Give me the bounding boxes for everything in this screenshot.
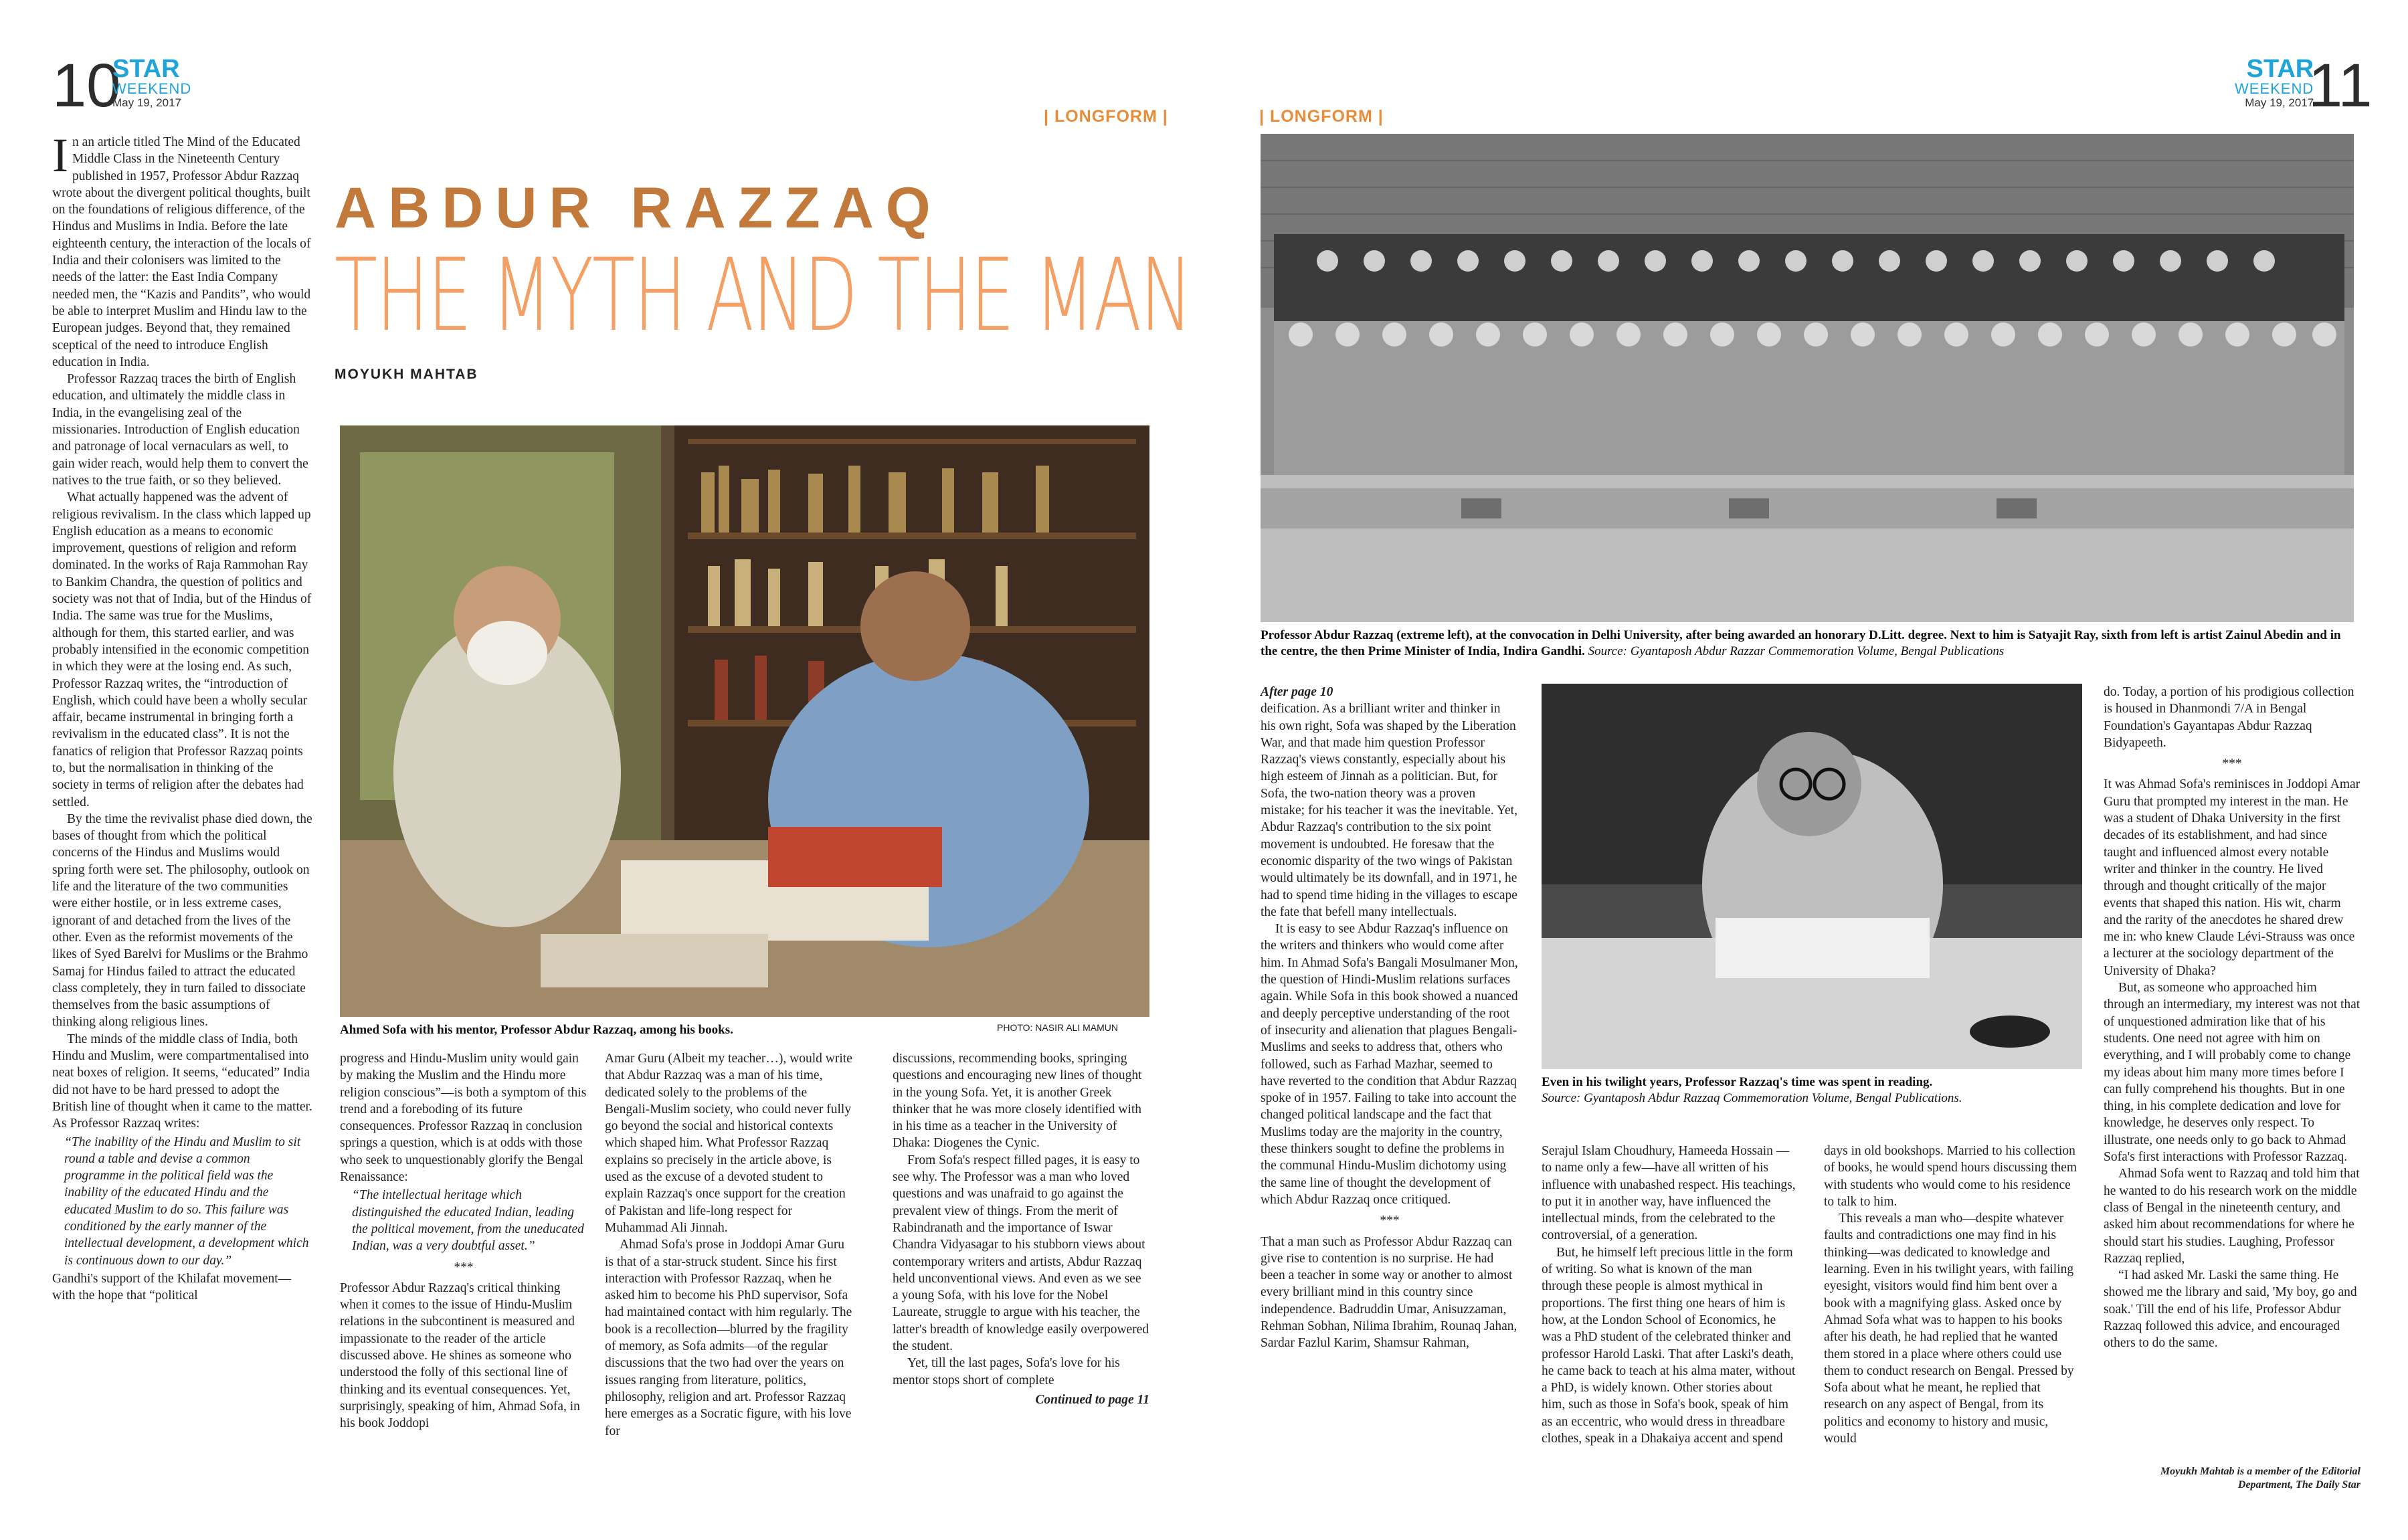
- section-break: ***: [454, 1260, 474, 1274]
- text-column-8: [2104, 684, 2360, 1352]
- photo2-caption-text: Professor Abdur Razzaq (extreme left), at the convocation in Delhi University, after being awarded an honorary D.Litt. degree. Next to him is Satyajit Ray, sixth from left is artist Zainul Abedin and in the centre, the then Prime Minister of India, Indira Gandhi.: [1261, 628, 2341, 658]
- paragraph: From Sofa's respect filled pages, it is easy to see why. The Professor was a man who loved questions and was unafraid to go against the prevalent view of things. From the merit of Rabindranath and the importance of Iswar Chandra Vidyasagar to his stubborn views about contemporary writers and artists, Abdur Razzaq held unconventional views. And even as we see a young Sofa, with his love for the Nobel Laureate, struggle to argue with his teacher, the latter's breadth of knowledge easily overpowered the student.: [893, 1153, 1149, 1354]
- paragraph: Professor Abdur Razzaq's critical thinking when it comes to the issue of Hindu-Muslim relations in the subcontinent is measured and impassionate to the reader of the article discussed above. He shines as someone who understood the folly of this sectional line of thinking and its eventual consequences. Yet, surprisingly, speaking of him, Ahmad Sofa, in his book Joddopi: [340, 1280, 580, 1431]
- paragraph: Yet, till the last pages, Sofa's love for his mentor stops short of complete: [893, 1356, 1120, 1387]
- paragraph: Ahmad Sofa's prose in Joddopi Amar Guru is that of a star-struck student. Since his first interaction with Professor Razzaq, when he asked him to become his PhD supervisor, Sofa had maintained contact with him regularly. The book is a recollection—blurred by the fragility of memory, as Sofa admits—of the regular discussions that the two had over the years on issues ranging from literature, politics, philosophy, religion and art. Professor Razzaq here emerges as a Socratic figure, with his love for: [605, 1238, 852, 1438]
- section-break: ***: [2222, 757, 2242, 771]
- photo1-credit: PHOTO: NASIR ALI MAMUN: [997, 1022, 1118, 1033]
- section-tag-left: | LONGFORM |: [1044, 107, 1168, 126]
- paragraph: By the time the revivalist phase died down, the bases of thought from which the political concerns of the Hindus and Muslims would spring forth were set. The philosophy, outlook on life and the literature of the two communities were either hostile, or in less extreme cases, ignorant of and detached from the lives of the other. Even as the reformist movements of the likes of Syed Barelvi for Muslims or the Brahmo Samaj for Hindus failed to attract the educated class completely, they in turn failed to dissociate themselves from the basic assumptions of thinking along religious lines.: [52, 811, 312, 1030]
- pull-quote: “The intellectual heritage which distinguished the educated Indian, leading the political movement, from the uneducated Indian, was a very doubtful asset.”: [352, 1188, 584, 1254]
- article-headline: THE MYTH AND THE MAN: [335, 237, 1192, 354]
- section-break: ***: [1380, 1214, 1400, 1228]
- photo1-caption: Ahmed Sofa with his mentor, Professor Abdur Razzaq, among his books.: [340, 1023, 733, 1037]
- byline: MOYUKH MAHTAB: [335, 367, 478, 382]
- brand-logo: STAR: [112, 55, 180, 83]
- photo-convocation-group: [1261, 134, 2354, 622]
- photo2-caption: [1261, 628, 2354, 660]
- photo-razzaq-reading: [1542, 684, 2082, 1069]
- page-number-right: 11: [2308, 52, 2373, 120]
- brand-sub: WEEKEND: [112, 80, 192, 97]
- paragraph: In an article titled The Mind of the Educated Middle Class in the Nineteenth Century published in 1957, Professor Abdur Razzaq wrote about the divergent political thoughts, built on the foundations of religious difference, of the Hindus and Muslims in India. Before the late eighteenth century, the interaction of the locals of India and their colonisers was limited to the needs of the latter: the East India Company needed men, the “Kazis and Pandits”, who would be able to interpret Muslim and Hindu law to the European judges. Beyond that, they remained sceptical of the need to introduce English education in India.: [52, 128, 311, 369]
- paragraph: But, as someone who approached him through an intermediary, my interest was not that of unquestioned admiration like that of his students. One need not agree with him on everything, and I will probably come to change my ideas about him many more times before I can fully comprehend his thoughts. But in one thing, in his complete dedication and love for knowledge, he deserves only respect. To illustrate, one needs only to go back to Ahmad Sofa's first interactions with Professor Razzaq.: [2104, 981, 2360, 1165]
- paragraph: Ahmad Sofa went to Razzaq and told him that he wanted to do his research work on the middle class of Bengal in the nineteenth century, and asked him about recommendations for where he should start his studies. Laughing, Professor Razzaq replied,: [2104, 1167, 2360, 1266]
- text-column-6: [1542, 1143, 1796, 1447]
- photo3-caption-text: Even in his twilight years, Professor Razzaq's time was spent in reading.: [1542, 1075, 1933, 1089]
- text-column-1: [52, 128, 313, 1304]
- text-column-3: [605, 1050, 852, 1440]
- paragraph: progress and Hindu-Muslim unity would gain by making the Muslim and the Hindu more religion conscious”—is both a symptom of this trend and a foreboding of its future consequences. Professor Razzaq in conclusion springs a question, which is at odds with those who seek to unquestionably glorify the Bengal Renaissance:: [340, 1052, 587, 1185]
- photo3-caption: [1542, 1074, 2082, 1106]
- paragraph: It is easy to see Abdur Razzaq's influence on the writers and thinkers who would come after him. In Ahmad Sofa's Bangali Mosulmaner Mon, the question of Hindi-Muslim relations surfaces again. While Sofa in this book showed a nuanced and deeply perceptive understanding of the root of insecurity and alienation that plagues Bengali-Muslims and seeks to address that, others who followed, such as Farhad Mazhar, seemed to have reverted to the condition that Abdur Razzaq spoke of in 1957. Failing to take into account the changed political landscape and the fact that Muslims today are the majority in the country, these thinkers sought to define the problems in the communal Hindu-Muslim dichotomy using the same line of thought the development of which Abdur Razzaq once critiqued.: [1261, 922, 1518, 1207]
- brand-sub: WEEKEND: [2235, 80, 2314, 97]
- paragraph: This reveals a man who—despite whatever faults and contradictions one may find in his thinking—was dedicated to knowledge and learning. Even in his twilight years, with failing eyesight, visitors would find him bent over a book with a magnifying glass. Asked once by Ahmad Sofa what was to happen to his books after his death, he had replied that he wanted them stored in a place where others could use them to conduct research on Bengal. Pressed by Sofa about what he meant, he replied that research on any aspect of Bengal, from its politics and economy to history and music, would: [1824, 1212, 2074, 1446]
- brand-right: [2235, 56, 2314, 110]
- section-tag-right: | LONGFORM |: [1259, 107, 1384, 126]
- paragraph: The minds of the middle class of India, both Hindu and Muslim, were compartmentalised into neat boxes of religion. It seems, “educated” India did not have to be hard pressed to adopt the British line of thought when it came to the matter. As Professor Razzaq writes:: [52, 1032, 312, 1131]
- continued-note: Continued to page 11: [1035, 1392, 1149, 1407]
- paragraph: days in old bookshops. Married to his collection of books, he would spend hours discussing them with students who would come to his residence to talk to him.: [1824, 1144, 2077, 1209]
- author-note: Moyukh Mahtab is a member of the Editorial Department, The Daily Star: [2160, 1466, 2360, 1490]
- paragraph: Gandhi's support of the Khilafat movement—with the hope that “political: [52, 1271, 292, 1303]
- photo3-source: Source: Gyantaposh Abdur Razzaq Commemoration Volume, Bengal Publications.: [1542, 1091, 1962, 1105]
- page-number-left: 10: [52, 52, 121, 120]
- jump-line: After page 10: [1261, 685, 1333, 699]
- dateline: May 19, 2017: [112, 96, 182, 109]
- drop-cap: I: [52, 128, 68, 182]
- paragraph: discussions, recommending books, springing questions and encouraging new lines of thought in the young Sofa. Yet, it is another Greek thinker that he was more closely identified with in his time as a teacher in the University of Dhaka: Diogenes the Cynic.: [893, 1052, 1142, 1151]
- photo2-source: Source: Gyantaposh Abdur Razzar Commemoration Volume, Bengal Publications: [1588, 644, 2005, 658]
- paragraph: “I had asked Mr. Laski the same thing. He showed me the library and said, 'My boy, go and soak.' Till the end of his life, Professor Abdur Razzaq followed this advice, and encouraged others to do the same.: [2104, 1268, 2357, 1351]
- brand-left: [112, 56, 191, 110]
- paragraph: What actually happened was the advent of religious revivalism. In the class which lapped up English education as a means to economic improvement, questions of religion and reform dominated. In the works of Raja Rammohan Ray to Bankim Chandra, the question of politics and society was not that of India, but of the Hindus of India. The same was true for the Muslims, although for them, this started earlier, and was probably intensified in the economic competition in which they were at the losing end. As such, Professor Razzaq writes, the “introduction of English, which could have been a wholly secular affair, became instrumental in bringing forth a revivalism in the educated class”. It is not the fanatics of religion that Professor Razzaq points to, but the normalisation in thinking of the society in terms of religion after the debates had settled.: [52, 490, 312, 809]
- text-column-7: [1824, 1143, 2082, 1447]
- text-column-2: [340, 1050, 587, 1432]
- dateline: May 19, 2017: [2245, 96, 2314, 109]
- paragraph: Amar Guru (Albeit my teacher…), would write that Abdur Razzaq was a man of his time, dedicated solely to the problems of the Bengali-Muslim society, who could never fully go beyond the social and historical contexts which shaped him. What Professor Razzaq explains so precisely in the article above, is used as the excuse of a devoted student to explain Razzaq's once support for the creation of Pakistan and life-long respect for Muhammad Ali Jinnah.: [605, 1052, 852, 1235]
- paragraph: deification. As a brilliant writer and thinker in his own right, Sofa was shaped by the Liberation War, and that made him question Professor Razzaq's views constantly, especially about his high esteem of Jinnah as a politician. But, for Sofa, the two-nation theory was a proven mistake; for his teacher it was the inevitable. Yet, Abdur Razzaq's contribution to the six point movement is undoubted. He foresaw that the economic disparity of the two wings of Pakistan would ultimately be its downfall, and in 1971, he had to spend time hiding in the villages to escape the fate that befell many intellectuals.: [1261, 702, 1517, 919]
- photo-sofa-razzaq: [340, 425, 1149, 1017]
- text-column-4: [893, 1050, 1149, 1408]
- paragraph: That a man such as Professor Abdur Razzaq can give rise to contention is no surprise. He had been a teacher in some way or another to almost every brilliant mind in this country since independence. Badruddin Umar, Anisuzzaman, Rehman Sobhan, Nilima Ibrahim, Rounaq Jahan, Sardar Fazlul Karim, Shamsur Rahman,: [1261, 1234, 1517, 1351]
- paragraph: But, he himself left precious little in the form of writing. So what is known of the man through these people is almost mythical in proportions. The first thing one hears of him is how, at the London School of Economics, he was a PhD student of the celebrated thinker and professor Harold Laski. That after Laski's death, he came back to teach at his alma mater, without a PhD, is widely known. Other stories about him, such as those in Sofa's book, speak of him as an eccentric, who would dress in threadbare clothes, speak in a Dhakaiya accent and spend: [1542, 1245, 1796, 1446]
- text-column-5: [1261, 684, 1519, 1352]
- brand-logo: STAR: [2246, 55, 2314, 83]
- paragraph: do. Today, a portion of his prodigious collection is housed in Dhanmondi 7/A in Bengal Foundation's Gayantapas Abdur Razzaq Bidyapeeth.: [2104, 685, 2354, 750]
- article-kicker: ABDUR RAZZAQ: [335, 176, 943, 240]
- paragraph: It was Ahmad Sofa's reminisces in Joddopi Amar Guru that prompted my interest in the man. He was a student of Dhaka University in the first decades of its establishment, and had since taught and influenced almost every notable writer and thinker in the country. He lived through and thought critically of the major events that shaped this nation. His wit, charm and the rarity of the anecdotes he shared drew me in: who knew Claude Lévi-Strauss was once a lecturer at the sociology department of the University of Dhaka?: [2104, 777, 2360, 978]
- pull-quote: “The inability of the Hindu and Muslim to sit round a table and devise a common programme in the political field was the inability of the educated Hindu and the educated Muslim to do so. This failure was conditioned by the early manner of the intellectual development, a development which is continuous down to our day.”: [64, 1135, 309, 1268]
- paragraph: Serajul Islam Choudhury, Hameeda Hossain —to name only a few—have all written of his influence with unabashed respect. His teachings, to put it in another way, have influenced the intellectual minds, from the celebrated to the controversial, of a generation.: [1542, 1144, 1796, 1243]
- paragraph: Professor Razzaq traces the birth of English education, and ultimately the middle class in India, in the evangelising zeal of the missionaries. Introduction of English education and patronage of local vernaculars as well, to gain wider reach, would help them to convert the natives to the true faith, or so they believed.: [52, 372, 308, 488]
